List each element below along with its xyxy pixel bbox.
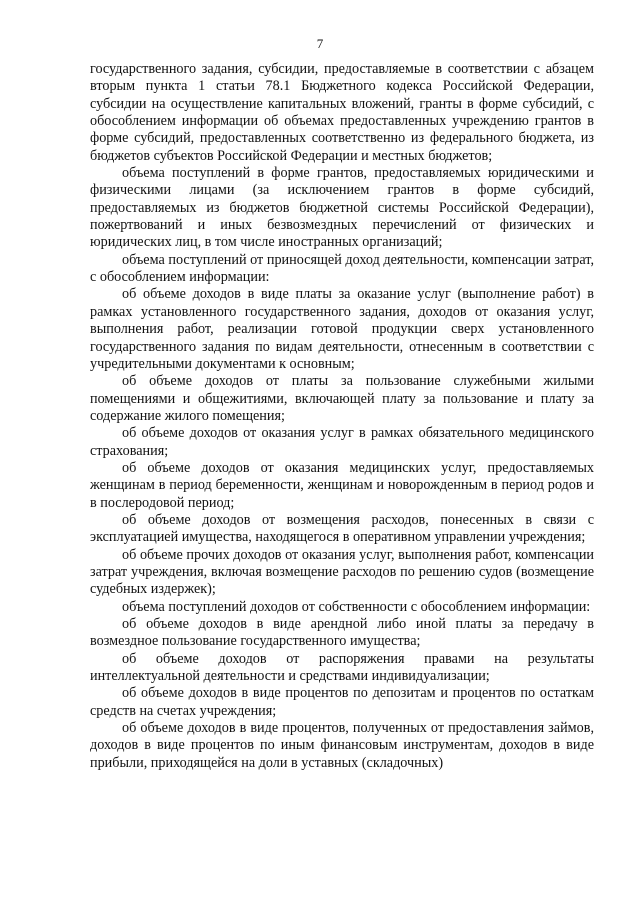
paragraph: объема поступлений доходов от собственности с обособлением информации: (122, 598, 591, 615)
paragraph: объема поступлений от приносящей доход деятельности, компенсации затрат, с обособлением информации: (90, 251, 594, 286)
paragraph: об объеме доходов от возмещения расходов, понесенных в связи с эксплуатацией имущества, находящегося в оперативном управлении учреждения; (90, 511, 594, 546)
paragraph: государственного задания, субсидии, предоставляемые в соответствии с абзацем вторым пункта 1 статьи 78.1 Бюджетного кодекса Российской Федерации, субсидии на осуществление капитальных вложений, гранты в форме субсидий, с обособлением информации об объемах предоставленных учреждению грантов в форме субсидий, предоставленных соответственно из федерального бюджета, из бюджетов субъектов Российской Федерации и местных бюджетов; (90, 61, 594, 164)
document-body (90, 61, 594, 772)
paragraph: объема поступлений в форме грантов, предоставляемых юридическими и физическими лицами (за исключением грантов в форме субсидий, предоставляемых из бюджетов бюджетной системы Российской Федерации), пожертвований и иных безвозмездных перечислений от физических и юридических лиц, в том числе иностранных организаций; (90, 165, 594, 251)
paragraph: об объеме доходов в виде платы за оказание услуг (выполнение работ) в рамках установленного государственного задания, доходов от оказания услуг, выполнения работ, реализации готовой продукции сверх установленного государственного задания по видам деятельности, отнесенным в соответствии с учредительными документами к основным; (90, 286, 594, 372)
paragraph: об объеме доходов от распоряжения правами на результаты интеллектуальной деятельности и средствами индивидуализации; (90, 650, 594, 685)
paragraph: об объеме доходов от оказания услуг в рамках обязательного медицинского страхования; (90, 425, 594, 459)
page-number: 7 (316, 36, 324, 51)
paragraph: об объеме доходов от платы за пользование служебными жилыми помещениями и общежитиями, включающей плату за пользование и плату за содержание жилого помещения; (90, 373, 594, 424)
paragraph: об объеме доходов в виде процентов по депозитам и процентов по остаткам средств на счетах учреждения; (90, 685, 594, 719)
paragraph: об объеме прочих доходов от оказания услуг, выполнения работ, компенсации затрат учреждения, включая возмещение расходов по решению судов (возмещение судебных издержек); (90, 546, 594, 598)
paragraph: об объеме доходов в виде процентов, полученных от предоставления займов, доходов в виде процентов по иным финансовым инструментам, доходов в виде прибыли, приходящейся на доли в уставных (складочных) (90, 720, 594, 771)
paragraph: об объеме доходов от оказания медицинских услуг, предоставляемых женщинам в период беременности, женщинам и новорожденным в период родов и в послеродовой период; (90, 459, 594, 511)
paragraph: об объеме доходов в виде арендной либо иной платы за передачу в возмездное пользование государственного имущества; (90, 616, 594, 650)
